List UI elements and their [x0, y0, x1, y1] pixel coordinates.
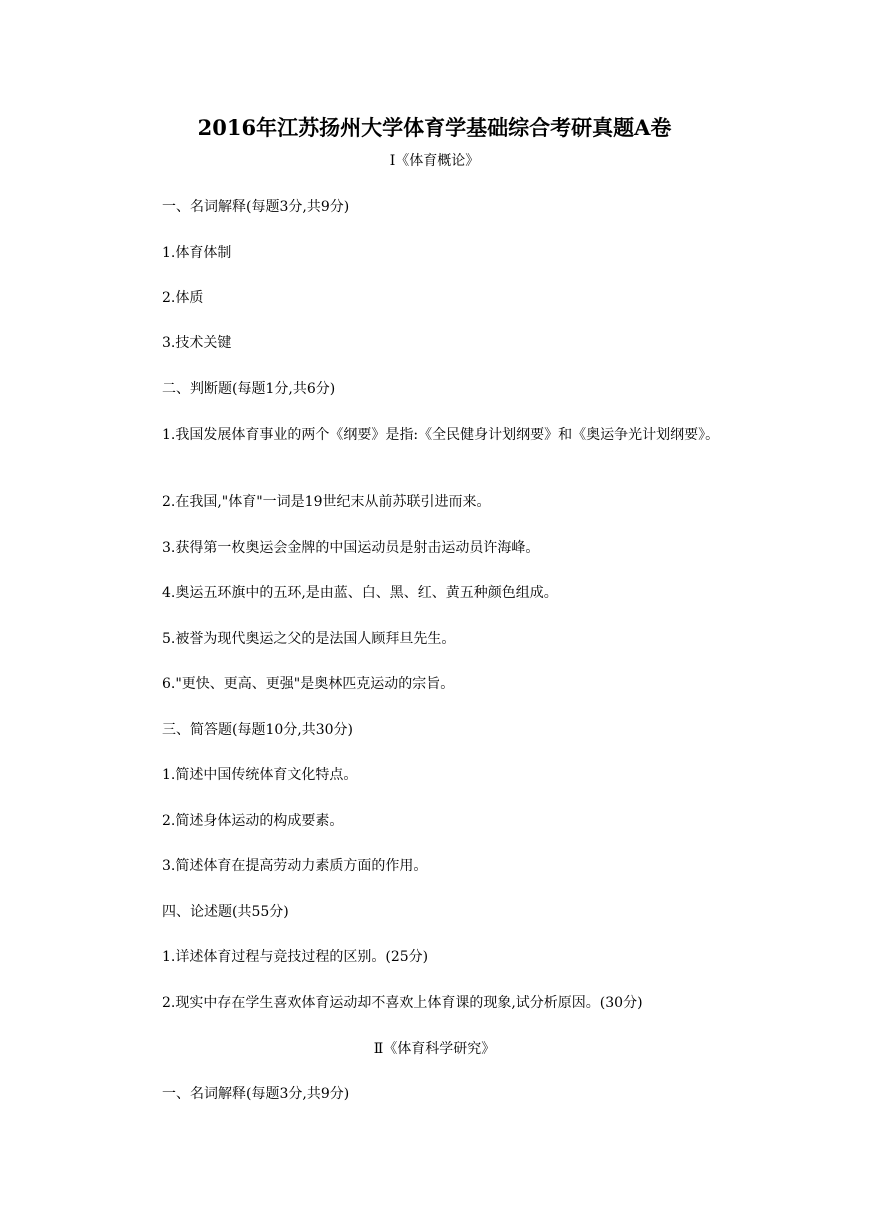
section-heading: 一、名词解释(每题3分,共9分) — [162, 199, 350, 215]
question-item: 3.技术关键 — [162, 335, 232, 351]
question-item: 1.体育体制 — [162, 245, 232, 261]
part1-heading: Ⅰ《体育概论》 — [389, 153, 480, 169]
section-heading: 一、名词解释(每题3分,共9分) — [162, 1086, 350, 1102]
question-item: 2.现实中存在学生喜欢体育运动却不喜欢上体育课的现象,试分析原因。(30分) — [162, 995, 643, 1011]
question-item: 1.简述中国传统体育文化特点。 — [162, 767, 358, 783]
question-item: 4.奥运五环旗中的五环,是由蓝、白、黑、红、黄五种颜色组成。 — [162, 585, 558, 601]
question-item: 2.简述身体运动的构成要素。 — [162, 813, 344, 829]
section-heading: 四、论述题(共55分) — [162, 904, 289, 920]
question-item: 1.我国发展体育事业的两个《纲要》是指:《全民健身计划纲要》和《奥运争光计划纲要》。 — [162, 427, 720, 443]
question-item: 6."更快、更高、更强"是奥林匹克运动的宗旨。 — [162, 676, 455, 692]
question-item: 2.在我国,"体育"一词是19世纪末从前苏联引进而来。 — [162, 494, 491, 510]
question-item: 1.详述体育过程与竞技过程的区别。(25分) — [162, 949, 429, 965]
question-item: 2.体质 — [162, 290, 204, 306]
document-title: 2016年江苏扬州大学体育学基础综合考研真题A卷 — [197, 115, 672, 140]
question-item: 5.被誉为现代奥运之父的是法国人顾拜旦先生。 — [162, 631, 456, 647]
question-item: 3.获得第一枚奥运会金牌的中国运动员是射击运动员许海峰。 — [162, 540, 540, 556]
question-item: 3.简述体育在提高劳动力素质方面的作用。 — [162, 858, 428, 874]
section-heading: 二、判断题(每题1分,共6分) — [162, 381, 336, 397]
part2-heading: Ⅱ《体育科学研究》 — [373, 1041, 496, 1057]
section-heading: 三、简答题(每题10分,共30分) — [162, 722, 354, 738]
